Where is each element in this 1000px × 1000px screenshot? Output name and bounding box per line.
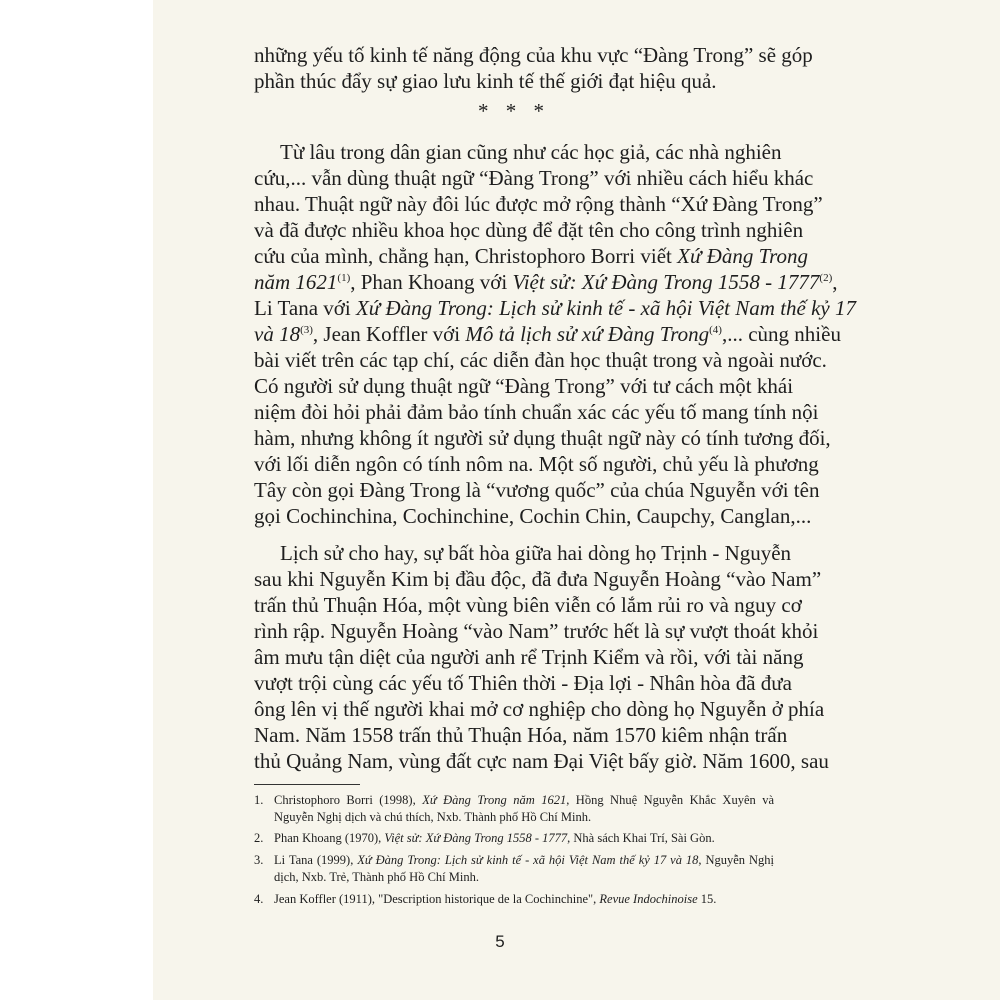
text-run: Li Tana (1999), [274,853,354,867]
text-line: thủ Quảng Nam, vùng đất cực nam Đại Việt bấy giờ. Năm 1600, sau [254,749,829,773]
text-line [254,243,809,269]
text-line: trấn thủ Thuận Hóa, một vùng biên viễn có lắm rủi ro và nguy cơ [254,593,802,617]
text-line: âm mưu tận diệt của người anh rể Trịnh Kiểm và rồi, với tài năng [254,645,804,669]
text-line [254,321,841,347]
text-line: sau khi Nguyễn Kim bị đầu độc, đã đưa Nguyễn Hoàng “vào Nam” [254,567,822,591]
text-run: Christophoro Borri (1998), [274,793,416,807]
book-title: Xứ Đàng Trong: Lịch sử kinh tế - xã hội Việt Nam thế kỷ 17 và 18 [357,853,699,867]
footnote-ref[interactable]: (4) [709,324,722,336]
text-run: , Nhà sách Khai Trí, Sài Gòn. [567,831,715,845]
text-run: , Phan Khoang với [350,270,508,294]
text-line: những yếu tố kinh tế năng động của khu vực “Đàng Trong” sẽ góp [254,43,813,67]
text-line: với lối diễn ngôn có tính nôm na. Một số người, chủ yếu là phương [254,452,819,476]
text-line [254,295,856,321]
text-line: cứu,... vẫn dùng thuật ngữ “Đàng Trong” với nhiều cách hiểu khác [254,166,814,190]
text-line: Nam. Năm 1558 trấn thủ Thuận Hóa, năm 1570 kiêm nhận trấn [254,723,788,747]
text-line: Tây còn gọi Đàng Trong là “vương quốc” của chúa Nguyễn với tên [254,478,820,502]
text-line: Lịch sử cho hay, sự bất hòa giữa hai dòng họ Trịnh - Nguyễn [280,541,792,565]
book-title: Xứ Đàng Trong [677,244,809,268]
journal-title: Revue Indochinoise [599,892,698,906]
text-line [254,269,838,295]
book-title: Mô tả lịch sử xứ Đàng Trong [465,322,710,346]
footnote-ref[interactable]: (3) [300,324,313,336]
footnote-number: 4. [254,892,264,906]
text-line: gọi Cochinchina, Cochinchine, Cochin Chin, Caupchy, Canglan,... [254,504,812,528]
text-line: và đã được nhiều khoa học dùng để đặt tên cho công trình nghiên [254,218,804,242]
text-run: Nguyễn Nghị dịch và chú thích, Nxb. Thành phố Hồ Chí Minh. [274,810,592,824]
text-line: ông lên vị thế người khai mở cơ nghiệp cho dòng họ Nguyễn ở phía [254,697,825,721]
text-line: bài viết trên các tạp chí, các diễn đàn học thuật trong và ngoài nước. [254,348,827,372]
book-title: Xứ Đàng Trong: Lịch sử kinh tế - xã hội Việt Nam thế kỷ 17 [355,296,856,320]
book-title: và 18 [254,322,301,346]
text-line: niệm đòi hỏi phải đảm bảo tính chuẩn xác các yếu tố mang tính nội [254,400,819,424]
text-run: Phan Khoang (1970), [274,831,382,845]
text-run: , Nguyễn Nghị [698,853,774,867]
text-run: dịch, Nxb. Trẻ, Thành phố Hồ Chí Minh. [274,870,479,884]
text-run: , Jean Koffler với [312,322,461,346]
footnote-number: 3. [254,853,264,867]
text-line: Có người sử dụng thuật ngữ “Đàng Trong” với tư cách một khái [254,374,794,398]
footnote-ref[interactable]: (1) [337,272,351,284]
footnote-number: 2. [254,831,264,845]
book-title: năm 1621 [254,270,338,294]
text-run: 15. [700,892,717,906]
footnote-number: 1. [254,793,264,807]
text-line: nhau. Thuật ngữ này đôi lúc được mở rộng thành “Xứ Đàng Trong” [254,192,823,216]
section-separator: * * * [478,99,550,123]
text-run: ,... cùng nhiều [721,322,841,346]
text-run: , [832,270,838,294]
text-run: cứu của mình, chẳng hạn, Christophoro Borri viết [254,244,672,268]
text-run: Jean Koffler (1911), "Description historique de la Cochinchine", [274,892,597,906]
book-title: Việt sử: Xứ Đàng Trong 1558 - 1777 [512,270,820,294]
book-title: Xứ Đàng Trong năm 1621 [422,793,567,807]
text-run: Li Tana với [254,296,351,320]
footnote-ref[interactable]: (2) [819,272,833,284]
text-line: rình rập. Nguyễn Hoàng “vào Nam” trước hết là sự vượt thoát khỏi [254,619,819,643]
text-line: Từ lâu trong dân gian cũng như các học giả, các nhà nghiên [280,140,782,164]
page-number: 5 [495,932,505,951]
footnote-divider [254,784,360,785]
text-line: vượt trội cùng các yếu tố Thiên thời - Địa lợi - Nhân hòa đã đưa [254,671,792,695]
text-line: hàm, nhưng không ít người sử dụng thuật ngữ này có tính tương đối, [254,426,831,450]
text-line: phần thúc đẩy sự giao lưu kinh tế thế giới đạt hiệu quả. [254,69,717,93]
text-run: , Hồng Nhuệ Nguyễn Khắc Xuyên và [566,793,775,807]
book-title: Việt sử: Xứ Đàng Trong 1558 - 1777 [384,831,568,845]
